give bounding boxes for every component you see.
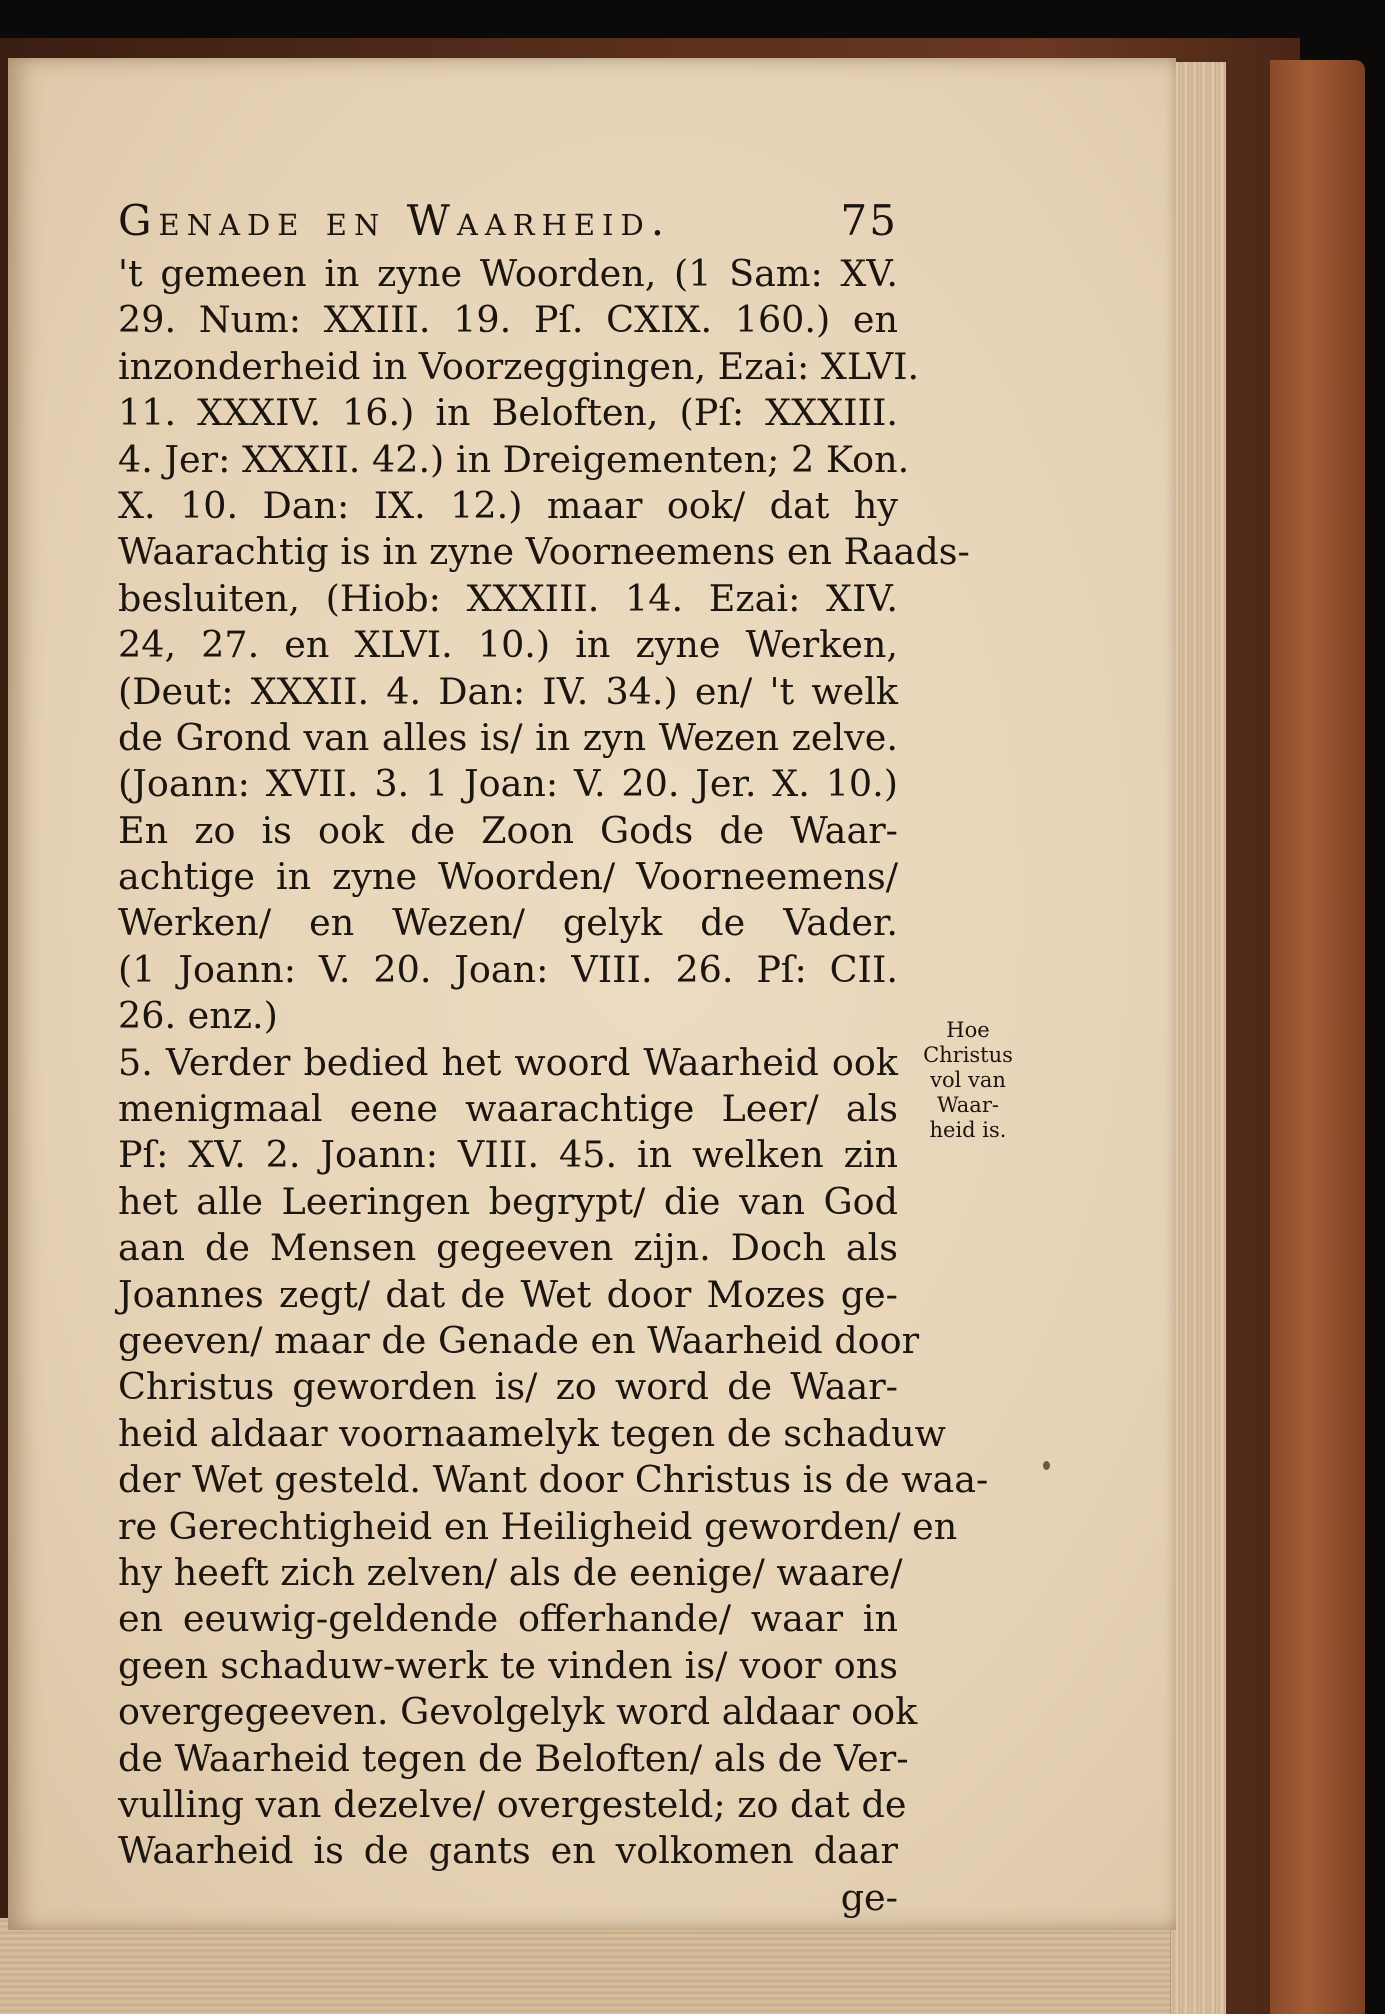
margin-note-line: heid is. — [929, 1118, 1007, 1142]
text-line: Werken/ en Wezen/ gelyk de Vader. — [118, 901, 898, 945]
text-line: Waarheid is de gants en volkomen daar — [118, 1829, 898, 1873]
text-line: besluiten, (Hiob: XXXIII. 14. Ezai: XIV. — [118, 576, 898, 620]
margin-note-line: Waar- — [937, 1093, 999, 1117]
text-line: Pſ: XV. 2. Joann: VIII. 45. in welken zin — [118, 1133, 898, 1177]
page-edges-bottom — [0, 1918, 1225, 2014]
text-line: vulling van dezelve/ overgesteld; zo dat de — [118, 1782, 907, 1826]
text-line: geen schaduw-werk te vinden is/ voor ons — [118, 1643, 898, 1687]
running-head — [118, 196, 898, 245]
text-line: achtige in zyne Woorden/ Voorneemens/ — [118, 855, 898, 899]
text-line: 29. Num: XXIII. 19. Pſ. CXIX. 160.) en — [118, 298, 898, 342]
text-line: 5. Verder bedied het woord Waarheid ook — [118, 1040, 898, 1084]
text-line: der Wet gesteld. Want door Christus is de waa- — [118, 1458, 989, 1502]
running-head-title: Genade en Waarheid. — [118, 196, 672, 245]
text-line: overgegeeven. Gevolgelyk word aldaar ook — [118, 1690, 918, 1734]
text-line: aan de Mensen gegeeven zijn. Doch als — [118, 1226, 898, 1270]
text-line: 11. XXXIV. 16.) in Beloften, (Pſ: XXXIII. — [118, 391, 898, 435]
text-line: menigmaal eene waarachtige Leer/ als — [118, 1087, 898, 1131]
text-line: Waarachtig is in zyne Voorneemens en Raads- — [118, 530, 970, 574]
text-line: Joannes zegt/ dat de Wet door Mozes ge- — [118, 1272, 898, 1316]
text-line: het alle Leeringen begrypt/ die van God — [118, 1179, 898, 1223]
text-line: de Grond van alles is/ in zyn Wezen zelve. — [118, 715, 898, 759]
text-line: (Deut: XXXII. 4. Dan: IV. 34.) en/ 't welk — [118, 669, 898, 713]
text-line: geeven/ maar de Genade en Waarheid door — [118, 1318, 920, 1362]
text-line: (1 Joann: V. 20. Joan: VIII. 26. Pſ: CII. — [118, 947, 898, 991]
margin-note-line: vol van — [930, 1068, 1006, 1092]
text-line: 26. enz.) — [118, 994, 278, 1038]
text-line: inzonderheid in Voorzeggingen, Ezai: XLVI. — [118, 344, 920, 388]
text-line: En zo is ook de Zoon Gods de Waar- — [118, 808, 898, 852]
text-line: heid aldaar voornaamelyk tegen de schaduw — [118, 1411, 946, 1455]
margin-note-line: Christus — [923, 1043, 1013, 1067]
page-edges-right — [1170, 62, 1226, 2014]
margin-note-line: Hoe — [946, 1018, 990, 1042]
text-line: (Joann: XVII. 3. 1 Joan: V. 20. Jer. X. 10.) — [118, 762, 898, 806]
text-line: X. 10. Dan: IX. 12.) maar ook/ dat hy — [118, 483, 898, 527]
text-line: hy heeft zich zelven/ als de eenige/ waare/ — [118, 1550, 903, 1594]
margin-note — [913, 1018, 1023, 1143]
cover-edge — [1270, 60, 1365, 2014]
text-line: 24, 27. en XLVI. 10.) in zyne Werken, — [118, 623, 898, 667]
text-line: re Gerechtigheid en Heiligheid geworden/ en — [118, 1504, 958, 1548]
text-line: Christus geworden is/ zo word de Waar- — [118, 1365, 898, 1409]
book-page — [8, 58, 1176, 1930]
catchword: ge- — [840, 1875, 898, 1919]
text-line: 't gemeen in zyne Woorden, (1 Sam: XV. — [118, 252, 898, 295]
page-number: 75 — [840, 196, 898, 245]
text-line: 4. Jer: XXXII. 42.) in Dreigementen; 2 Kon. — [118, 437, 910, 481]
text-line: en eeuwig-geldende offerhande/ waar in — [118, 1597, 898, 1641]
ink-spot — [1043, 1461, 1050, 1470]
text-line: de Waarheid tegen de Beloften/ als de Ver- — [118, 1736, 909, 1780]
